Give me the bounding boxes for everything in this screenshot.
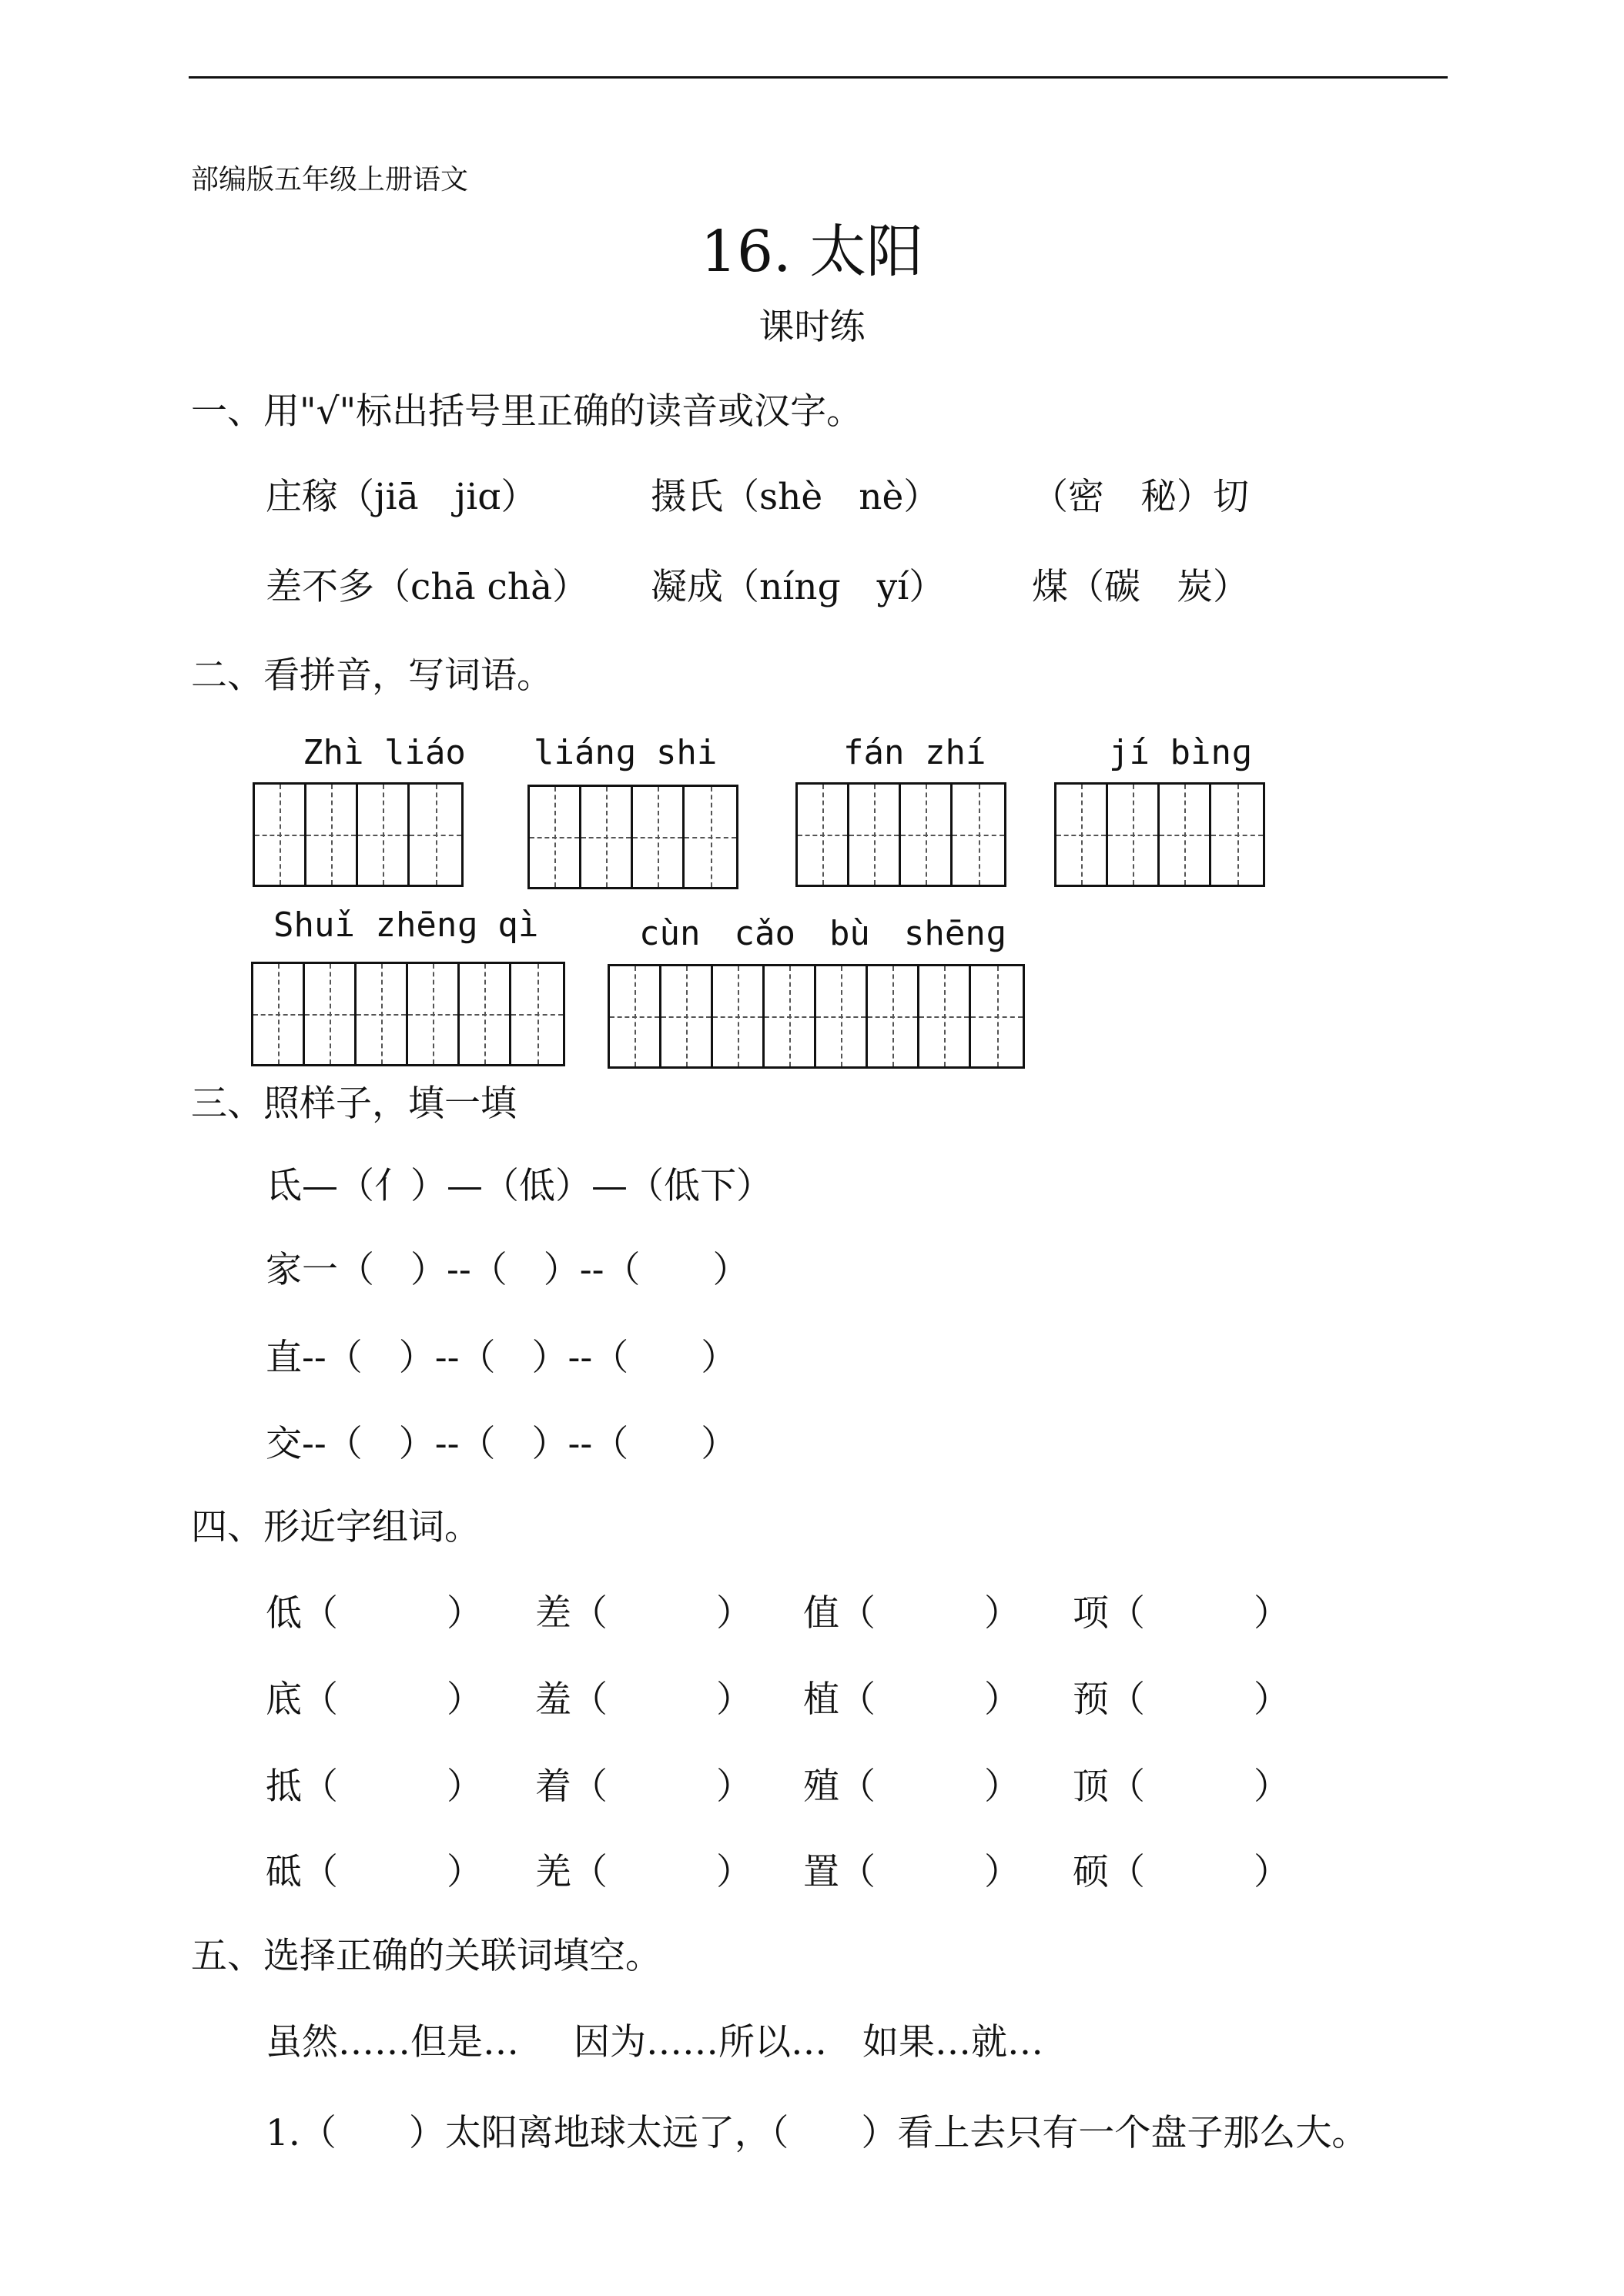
grid-cell[interactable] — [849, 785, 901, 885]
section-1-heading: 一、用"√"标出括号里正确的读音或汉字。 — [191, 390, 863, 433]
s4-item: 硕（ ） — [1073, 1851, 1290, 1893]
s4-item: 低（ ） — [266, 1592, 483, 1635]
s1-item: 煤（碳 炭） — [1032, 566, 1249, 608]
grid-cell[interactable] — [971, 966, 1023, 1066]
s3-line: 交--（ ）--（ ）--（ ） — [266, 1423, 738, 1465]
s4-item: 底（ ） — [266, 1678, 483, 1721]
writing-grid[interactable] — [1054, 782, 1265, 887]
pinyin-label: liánɡ shi — [534, 733, 718, 772]
grid-cell[interactable] — [953, 785, 1004, 885]
s4-item: 着（ ） — [535, 1766, 752, 1808]
s4-item: 羌（ ） — [535, 1851, 752, 1893]
section-2-heading: 二、看拼音，写词语。 — [191, 654, 553, 697]
s4-item: 置（ ） — [803, 1851, 1020, 1893]
s4-item: 植（ ） — [803, 1678, 1020, 1721]
s3-line: 直--（ ）--（ ）--（ ） — [266, 1337, 738, 1379]
s3-line: 家一（ ）--（ ）--（ ） — [266, 1249, 749, 1291]
s4-item: 殖（ ） — [803, 1766, 1020, 1808]
grid-cell[interactable] — [460, 964, 511, 1064]
section-3-heading: 三、照样子，填一填 — [191, 1083, 517, 1125]
grid-cell[interactable] — [253, 964, 305, 1064]
section-5-heading: 五、选择正确的关联词填空。 — [191, 1935, 661, 1977]
s3-line: 氐—（亻）—（低）—（低下） — [266, 1165, 772, 1207]
grid-cell[interactable] — [408, 964, 460, 1064]
pinyin-label: Zhì liáo — [303, 733, 466, 772]
grid-cell[interactable] — [255, 785, 306, 885]
s1-item: （密 秘）切 — [1032, 476, 1249, 518]
writing-grid[interactable] — [251, 962, 565, 1066]
grid-cell[interactable] — [765, 966, 816, 1066]
s1-item: 庄稼（jiā jiɑ） — [266, 476, 537, 518]
s5-option: 如果…就… — [862, 2021, 1043, 2063]
pinyin-label: Shuǐ zhēnɡ qì — [273, 905, 539, 945]
page-subtitle: 课时练 — [758, 306, 866, 347]
s4-item: 预（ ） — [1073, 1678, 1290, 1721]
writing-grid[interactable] — [795, 782, 1006, 887]
s1-item: 凝成（nínɡ yí） — [651, 566, 946, 608]
grid-cell[interactable] — [901, 785, 953, 885]
s5-question: 1.（ ）太阳离地球太远了，（ ）看上去只有一个盘子那么大。 — [266, 2112, 1368, 2154]
s1-item: 差不多（chā chà） — [266, 566, 589, 608]
s4-item: 砥（ ） — [266, 1851, 483, 1893]
pinyin-label: cùn cǎo bù shēnɡ — [639, 914, 1006, 953]
grid-cell[interactable] — [581, 787, 633, 887]
grid-cell[interactable] — [306, 785, 358, 885]
grid-cell[interactable] — [661, 966, 713, 1066]
book-label: 部编版五年级上册语文 — [191, 164, 469, 196]
grid-cell[interactable] — [511, 964, 563, 1064]
s5-option: 因为……所以… — [574, 2021, 827, 2063]
pinyin-label: jí bìnɡ — [1109, 733, 1252, 772]
grid-cell[interactable] — [816, 966, 868, 1066]
section-4-heading: 四、形近字组词。 — [191, 1506, 481, 1548]
grid-cell[interactable] — [1056, 785, 1108, 885]
s4-item: 值（ ） — [803, 1592, 1020, 1635]
s4-item: 项（ ） — [1073, 1592, 1290, 1635]
s4-item: 抵（ ） — [266, 1766, 483, 1808]
top-rule — [189, 76, 1448, 79]
grid-cell[interactable] — [358, 785, 410, 885]
grid-cell[interactable] — [1160, 785, 1211, 885]
grid-cell[interactable] — [1211, 785, 1263, 885]
s5-option: 虽然……但是… — [266, 2021, 519, 2063]
pinyin-label: fán zhí — [843, 733, 986, 772]
grid-cell[interactable] — [530, 787, 581, 887]
grid-cell[interactable] — [633, 787, 685, 887]
writing-grid[interactable] — [253, 782, 464, 887]
grid-cell[interactable] — [305, 964, 357, 1064]
grid-cell[interactable] — [798, 785, 849, 885]
page-title: 16. 太阳 — [700, 219, 924, 285]
grid-cell[interactable] — [610, 966, 661, 1066]
s1-item: 摄氏（shè nè） — [651, 476, 940, 518]
s4-item: 顶（ ） — [1073, 1766, 1290, 1808]
grid-cell[interactable] — [868, 966, 919, 1066]
grid-cell[interactable] — [713, 966, 765, 1066]
s4-item: 差（ ） — [535, 1592, 752, 1635]
grid-cell[interactable] — [410, 785, 461, 885]
writing-grid[interactable] — [527, 785, 738, 889]
writing-grid[interactable] — [608, 964, 1025, 1069]
s4-item: 羞（ ） — [535, 1678, 752, 1721]
grid-cell[interactable] — [1108, 785, 1160, 885]
grid-cell[interactable] — [357, 964, 408, 1064]
grid-cell[interactable] — [919, 966, 971, 1066]
grid-cell[interactable] — [685, 787, 736, 887]
